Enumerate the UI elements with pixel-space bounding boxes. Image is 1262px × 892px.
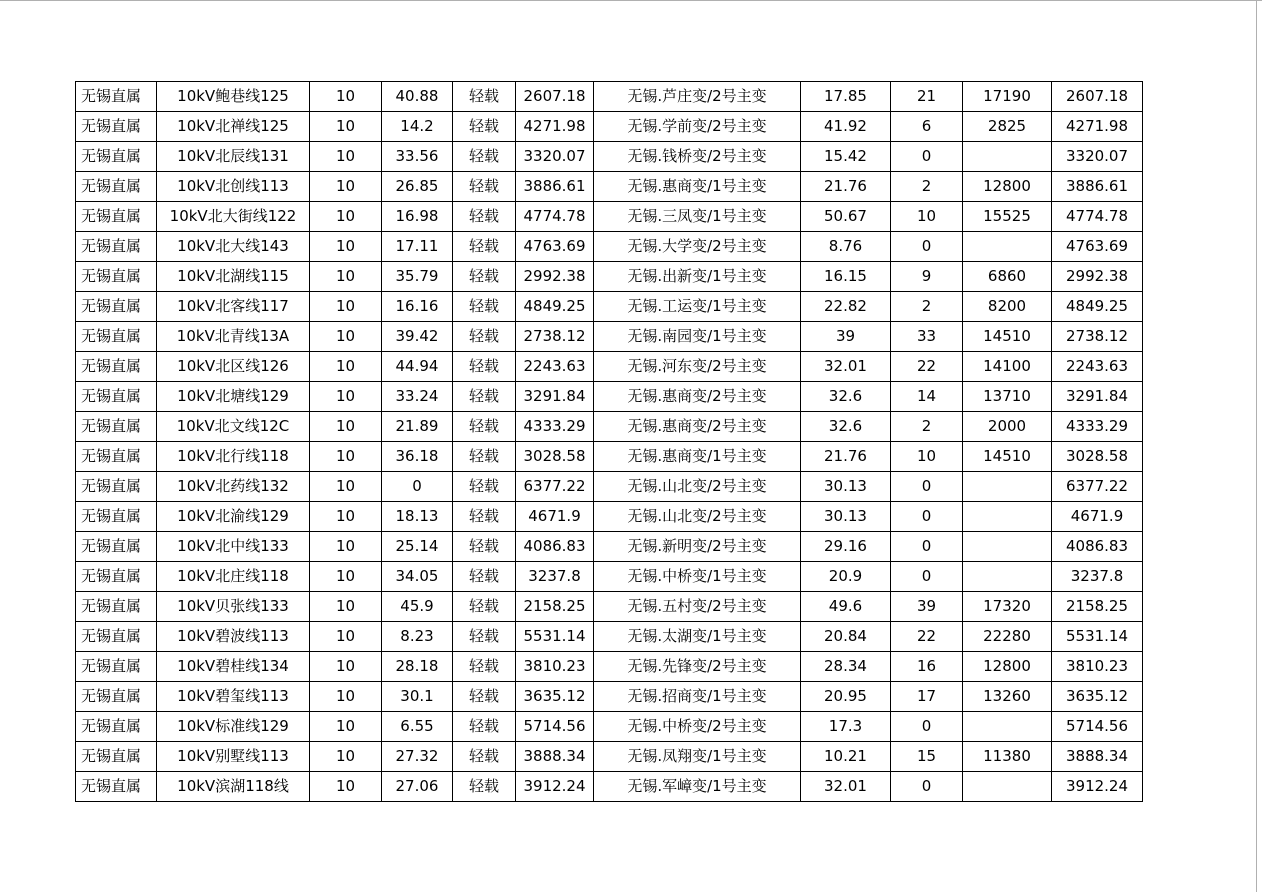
- transformer-rate-cell: 41.92: [801, 112, 891, 142]
- voltage-cell: 10: [310, 652, 382, 682]
- load-rate-cell: 14.2: [382, 112, 453, 142]
- status-cell: 轻载: [453, 262, 516, 292]
- area-cell: 无锡直属: [76, 172, 157, 202]
- area-cell: 无锡直属: [76, 652, 157, 682]
- transformer-cell: 无锡.大学变/2号主变: [594, 232, 801, 262]
- line-name-cell: 10kV北渝线129: [157, 502, 310, 532]
- voltage-cell: 10: [310, 592, 382, 622]
- transformer-cell: 无锡.惠商变/1号主变: [594, 442, 801, 472]
- voltage-cell: 10: [310, 742, 382, 772]
- area-cell: 无锡直属: [76, 202, 157, 232]
- load-rate-cell: 16.16: [382, 292, 453, 322]
- area-cell: 无锡直属: [76, 472, 157, 502]
- status-cell: 轻载: [453, 382, 516, 412]
- margin-cell: 3810.23: [516, 652, 594, 682]
- area-cell: 无锡直属: [76, 292, 157, 322]
- line-name-cell: 10kV北客线117: [157, 292, 310, 322]
- voltage-cell: 10: [310, 772, 382, 802]
- table-row: [76, 562, 1143, 592]
- capacity-cell: 2000: [963, 412, 1052, 442]
- voltage-cell: 10: [310, 172, 382, 202]
- area-cell: 无锡直属: [76, 562, 157, 592]
- load-rate-cell: 33.24: [382, 382, 453, 412]
- area-cell: 无锡直属: [76, 382, 157, 412]
- status-cell: 轻载: [453, 292, 516, 322]
- voltage-cell: 10: [310, 412, 382, 442]
- area-cell: 无锡直属: [76, 142, 157, 172]
- capacity-cell: [963, 232, 1052, 262]
- line-name-cell: 10kV北辰线131: [157, 142, 310, 172]
- table-row: [76, 682, 1143, 712]
- line-name-cell: 10kV碧玺线113: [157, 682, 310, 712]
- status-cell: 轻载: [453, 172, 516, 202]
- status-cell: 轻载: [453, 142, 516, 172]
- line-name-cell: 10kV贝张线133: [157, 592, 310, 622]
- load-rate-cell: 28.18: [382, 652, 453, 682]
- table-row: [76, 202, 1143, 232]
- area-cell: 无锡直属: [76, 682, 157, 712]
- table-row: [76, 322, 1143, 352]
- available-cell: 6377.22: [1052, 472, 1143, 502]
- load-rate-cell: 21.89: [382, 412, 453, 442]
- count-cell: 21: [891, 82, 963, 112]
- available-cell: 3237.8: [1052, 562, 1143, 592]
- line-name-cell: 10kV北创线113: [157, 172, 310, 202]
- margin-cell: 3320.07: [516, 142, 594, 172]
- transformer-rate-cell: 15.42: [801, 142, 891, 172]
- voltage-cell: 10: [310, 622, 382, 652]
- margin-cell: 4774.78: [516, 202, 594, 232]
- load-rate-cell: 35.79: [382, 262, 453, 292]
- available-cell: 4086.83: [1052, 532, 1143, 562]
- load-rate-cell: 26.85: [382, 172, 453, 202]
- load-rate-cell: 45.9: [382, 592, 453, 622]
- available-cell: 2607.18: [1052, 82, 1143, 112]
- voltage-cell: 10: [310, 562, 382, 592]
- status-cell: 轻载: [453, 502, 516, 532]
- capacity-cell: 8200: [963, 292, 1052, 322]
- capacity-cell: 15525: [963, 202, 1052, 232]
- available-cell: 5714.56: [1052, 712, 1143, 742]
- voltage-cell: 10: [310, 262, 382, 292]
- table-row: [76, 472, 1143, 502]
- table-row: [76, 532, 1143, 562]
- available-cell: 2738.12: [1052, 322, 1143, 352]
- margin-cell: 6377.22: [516, 472, 594, 502]
- transformer-cell: 无锡.五村变/2号主变: [594, 592, 801, 622]
- load-rate-cell: 36.18: [382, 442, 453, 472]
- transformer-cell: 无锡.凤翔变/1号主变: [594, 742, 801, 772]
- transformer-rate-cell: 29.16: [801, 532, 891, 562]
- line-name-cell: 10kV别墅线113: [157, 742, 310, 772]
- transformer-rate-cell: 28.34: [801, 652, 891, 682]
- table-row: [76, 292, 1143, 322]
- margin-cell: 2243.63: [516, 352, 594, 382]
- capacity-cell: 14510: [963, 442, 1052, 472]
- transformer-rate-cell: 10.21: [801, 742, 891, 772]
- load-rate-cell: 16.98: [382, 202, 453, 232]
- load-rate-cell: 6.55: [382, 712, 453, 742]
- capacity-cell: 22280: [963, 622, 1052, 652]
- available-cell: 3291.84: [1052, 382, 1143, 412]
- count-cell: 0: [891, 502, 963, 532]
- load-rate-cell: 8.23: [382, 622, 453, 652]
- area-cell: 无锡直属: [76, 592, 157, 622]
- capacity-cell: [963, 142, 1052, 172]
- capacity-cell: 17320: [963, 592, 1052, 622]
- transformer-rate-cell: 16.15: [801, 262, 891, 292]
- margin-cell: 2992.38: [516, 262, 594, 292]
- table-row: [76, 262, 1143, 292]
- count-cell: 39: [891, 592, 963, 622]
- transformer-rate-cell: 32.6: [801, 412, 891, 442]
- feeder-load-table: [75, 81, 1143, 802]
- transformer-cell: 无锡.工运变/1号主变: [594, 292, 801, 322]
- status-cell: 轻载: [453, 682, 516, 712]
- table-row: [76, 772, 1143, 802]
- margin-cell: 4271.98: [516, 112, 594, 142]
- transformer-cell: 无锡.惠商变/2号主变: [594, 412, 801, 442]
- voltage-cell: 10: [310, 682, 382, 712]
- count-cell: 10: [891, 442, 963, 472]
- transformer-cell: 无锡.钱桥变/2号主变: [594, 142, 801, 172]
- status-cell: 轻载: [453, 772, 516, 802]
- line-name-cell: 10kV碧桂线134: [157, 652, 310, 682]
- load-rate-cell: 18.13: [382, 502, 453, 532]
- status-cell: 轻载: [453, 712, 516, 742]
- available-cell: 4774.78: [1052, 202, 1143, 232]
- capacity-cell: 11380: [963, 742, 1052, 772]
- available-cell: 3635.12: [1052, 682, 1143, 712]
- capacity-cell: 14510: [963, 322, 1052, 352]
- load-rate-cell: 17.11: [382, 232, 453, 262]
- capacity-cell: 2825: [963, 112, 1052, 142]
- capacity-cell: [963, 472, 1052, 502]
- voltage-cell: 10: [310, 352, 382, 382]
- table-row: [76, 742, 1143, 772]
- capacity-cell: [963, 712, 1052, 742]
- capacity-cell: [963, 532, 1052, 562]
- margin-cell: 3888.34: [516, 742, 594, 772]
- page-right-border: [1256, 0, 1257, 892]
- margin-cell: 4671.9: [516, 502, 594, 532]
- count-cell: 0: [891, 712, 963, 742]
- line-name-cell: 10kV北行线118: [157, 442, 310, 472]
- count-cell: 17: [891, 682, 963, 712]
- available-cell: 2992.38: [1052, 262, 1143, 292]
- voltage-cell: 10: [310, 442, 382, 472]
- line-name-cell: 10kV北大线143: [157, 232, 310, 262]
- capacity-cell: 14100: [963, 352, 1052, 382]
- voltage-cell: 10: [310, 112, 382, 142]
- area-cell: 无锡直属: [76, 232, 157, 262]
- table-row: [76, 502, 1143, 532]
- line-name-cell: 10kV标准线129: [157, 712, 310, 742]
- voltage-cell: 10: [310, 232, 382, 262]
- transformer-cell: 无锡.先锋变/2号主变: [594, 652, 801, 682]
- available-cell: 5531.14: [1052, 622, 1143, 652]
- load-rate-cell: 27.32: [382, 742, 453, 772]
- count-cell: 33: [891, 322, 963, 352]
- voltage-cell: 10: [310, 472, 382, 502]
- status-cell: 轻载: [453, 562, 516, 592]
- transformer-cell: 无锡.南园变/1号主变: [594, 322, 801, 352]
- transformer-cell: 无锡.中桥变/2号主变: [594, 712, 801, 742]
- area-cell: 无锡直属: [76, 742, 157, 772]
- count-cell: 15: [891, 742, 963, 772]
- available-cell: 4763.69: [1052, 232, 1143, 262]
- margin-cell: 3635.12: [516, 682, 594, 712]
- margin-cell: 3912.24: [516, 772, 594, 802]
- voltage-cell: 10: [310, 292, 382, 322]
- capacity-cell: 12800: [963, 172, 1052, 202]
- table-row: [76, 652, 1143, 682]
- line-name-cell: 10kV北禅线125: [157, 112, 310, 142]
- table-row: [76, 82, 1143, 112]
- status-cell: 轻载: [453, 412, 516, 442]
- status-cell: 轻载: [453, 622, 516, 652]
- line-name-cell: 10kV碧波线113: [157, 622, 310, 652]
- transformer-rate-cell: 30.13: [801, 472, 891, 502]
- transformer-rate-cell: 49.6: [801, 592, 891, 622]
- area-cell: 无锡直属: [76, 82, 157, 112]
- status-cell: 轻载: [453, 352, 516, 382]
- count-cell: 10: [891, 202, 963, 232]
- load-rate-cell: 34.05: [382, 562, 453, 592]
- available-cell: 3888.34: [1052, 742, 1143, 772]
- table-row: [76, 442, 1143, 472]
- area-cell: 无锡直属: [76, 352, 157, 382]
- capacity-cell: 13260: [963, 682, 1052, 712]
- count-cell: 2: [891, 292, 963, 322]
- transformer-cell: 无锡.山北变/2号主变: [594, 502, 801, 532]
- area-cell: 无锡直属: [76, 442, 157, 472]
- available-cell: 2243.63: [1052, 352, 1143, 382]
- line-name-cell: 10kV北湖线115: [157, 262, 310, 292]
- transformer-cell: 无锡.三凤变/1号主变: [594, 202, 801, 232]
- count-cell: 0: [891, 772, 963, 802]
- capacity-cell: 17190: [963, 82, 1052, 112]
- margin-cell: 3028.58: [516, 442, 594, 472]
- load-rate-cell: 25.14: [382, 532, 453, 562]
- margin-cell: 3237.8: [516, 562, 594, 592]
- load-rate-cell: 0: [382, 472, 453, 502]
- status-cell: 轻载: [453, 532, 516, 562]
- transformer-cell: 无锡.河东变/2号主变: [594, 352, 801, 382]
- transformer-rate-cell: 39: [801, 322, 891, 352]
- margin-cell: 2158.25: [516, 592, 594, 622]
- available-cell: 3912.24: [1052, 772, 1143, 802]
- margin-cell: 3886.61: [516, 172, 594, 202]
- capacity-cell: 6860: [963, 262, 1052, 292]
- table-row: [76, 352, 1143, 382]
- margin-cell: 4849.25: [516, 292, 594, 322]
- page-top-border: [0, 0, 1262, 1]
- count-cell: 2: [891, 172, 963, 202]
- area-cell: 无锡直属: [76, 502, 157, 532]
- line-name-cell: 10kV北区线126: [157, 352, 310, 382]
- transformer-rate-cell: 17.85: [801, 82, 891, 112]
- voltage-cell: 10: [310, 532, 382, 562]
- status-cell: 轻载: [453, 232, 516, 262]
- line-name-cell: 10kV北塘线129: [157, 382, 310, 412]
- area-cell: 无锡直属: [76, 412, 157, 442]
- count-cell: 6: [891, 112, 963, 142]
- line-name-cell: 10kV北中线133: [157, 532, 310, 562]
- status-cell: 轻载: [453, 82, 516, 112]
- voltage-cell: 10: [310, 712, 382, 742]
- area-cell: 无锡直属: [76, 772, 157, 802]
- count-cell: 22: [891, 352, 963, 382]
- status-cell: 轻载: [453, 742, 516, 772]
- available-cell: 4271.98: [1052, 112, 1143, 142]
- margin-cell: 4763.69: [516, 232, 594, 262]
- margin-cell: 4333.29: [516, 412, 594, 442]
- line-name-cell: 10kV北文线12C: [157, 412, 310, 442]
- transformer-cell: 无锡.中桥变/1号主变: [594, 562, 801, 592]
- load-rate-cell: 27.06: [382, 772, 453, 802]
- transformer-cell: 无锡.山北变/2号主变: [594, 472, 801, 502]
- transformer-cell: 无锡.惠商变/1号主变: [594, 172, 801, 202]
- available-cell: 2158.25: [1052, 592, 1143, 622]
- area-cell: 无锡直属: [76, 262, 157, 292]
- available-cell: 3028.58: [1052, 442, 1143, 472]
- line-name-cell: 10kV滨湖118线: [157, 772, 310, 802]
- capacity-cell: [963, 562, 1052, 592]
- count-cell: 0: [891, 532, 963, 562]
- area-cell: 无锡直属: [76, 622, 157, 652]
- available-cell: 4849.25: [1052, 292, 1143, 322]
- count-cell: 14: [891, 382, 963, 412]
- transformer-rate-cell: 32.6: [801, 382, 891, 412]
- available-cell: 4333.29: [1052, 412, 1143, 442]
- load-rate-cell: 40.88: [382, 82, 453, 112]
- area-cell: 无锡直属: [76, 712, 157, 742]
- transformer-rate-cell: 17.3: [801, 712, 891, 742]
- transformer-cell: 无锡.学前变/2号主变: [594, 112, 801, 142]
- margin-cell: 2607.18: [516, 82, 594, 112]
- margin-cell: 2738.12: [516, 322, 594, 352]
- table-row: [76, 592, 1143, 622]
- transformer-cell: 无锡.惠商变/2号主变: [594, 382, 801, 412]
- load-rate-cell: 30.1: [382, 682, 453, 712]
- transformer-rate-cell: 32.01: [801, 772, 891, 802]
- margin-cell: 5531.14: [516, 622, 594, 652]
- available-cell: 4671.9: [1052, 502, 1143, 532]
- line-name-cell: 10kV北药线132: [157, 472, 310, 502]
- table-row: [76, 172, 1143, 202]
- available-cell: 3810.23: [1052, 652, 1143, 682]
- status-cell: 轻载: [453, 112, 516, 142]
- table-row: [76, 712, 1143, 742]
- line-name-cell: 10kV鲍巷线125: [157, 82, 310, 112]
- transformer-rate-cell: 50.67: [801, 202, 891, 232]
- available-cell: 3886.61: [1052, 172, 1143, 202]
- margin-cell: 3291.84: [516, 382, 594, 412]
- margin-cell: 5714.56: [516, 712, 594, 742]
- status-cell: 轻载: [453, 202, 516, 232]
- transformer-cell: 无锡.招商变/1号主变: [594, 682, 801, 712]
- line-name-cell: 10kV北庄线118: [157, 562, 310, 592]
- transformer-rate-cell: 32.01: [801, 352, 891, 382]
- load-rate-cell: 39.42: [382, 322, 453, 352]
- transformer-cell: 无锡.芦庄变/2号主变: [594, 82, 801, 112]
- table-row: [76, 382, 1143, 412]
- voltage-cell: 10: [310, 502, 382, 532]
- count-cell: 0: [891, 142, 963, 172]
- count-cell: 0: [891, 472, 963, 502]
- count-cell: 9: [891, 262, 963, 292]
- transformer-rate-cell: 30.13: [801, 502, 891, 532]
- capacity-cell: 13710: [963, 382, 1052, 412]
- voltage-cell: 10: [310, 382, 382, 412]
- load-rate-cell: 33.56: [382, 142, 453, 172]
- count-cell: 2: [891, 412, 963, 442]
- status-cell: 轻载: [453, 592, 516, 622]
- status-cell: 轻载: [453, 322, 516, 352]
- voltage-cell: 10: [310, 202, 382, 232]
- area-cell: 无锡直属: [76, 112, 157, 142]
- count-cell: 16: [891, 652, 963, 682]
- transformer-rate-cell: 20.9: [801, 562, 891, 592]
- table-row: [76, 622, 1143, 652]
- transformer-rate-cell: 8.76: [801, 232, 891, 262]
- transformer-cell: 无锡.军嶂变/1号主变: [594, 772, 801, 802]
- table-row: [76, 112, 1143, 142]
- transformer-cell: 无锡.太湖变/1号主变: [594, 622, 801, 652]
- voltage-cell: 10: [310, 322, 382, 352]
- transformer-cell: 无锡.出新变/1号主变: [594, 262, 801, 292]
- capacity-cell: 12800: [963, 652, 1052, 682]
- capacity-cell: [963, 772, 1052, 802]
- line-name-cell: 10kV北青线13A: [157, 322, 310, 352]
- status-cell: 轻载: [453, 442, 516, 472]
- voltage-cell: 10: [310, 142, 382, 172]
- available-cell: 3320.07: [1052, 142, 1143, 172]
- area-cell: 无锡直属: [76, 322, 157, 352]
- transformer-rate-cell: 20.84: [801, 622, 891, 652]
- status-cell: 轻载: [453, 652, 516, 682]
- table-row: [76, 142, 1143, 172]
- margin-cell: 4086.83: [516, 532, 594, 562]
- transformer-cell: 无锡.新明变/2号主变: [594, 532, 801, 562]
- transformer-rate-cell: 22.82: [801, 292, 891, 322]
- status-cell: 轻载: [453, 472, 516, 502]
- area-cell: 无锡直属: [76, 532, 157, 562]
- voltage-cell: 10: [310, 82, 382, 112]
- table-row: [76, 232, 1143, 262]
- count-cell: 0: [891, 232, 963, 262]
- load-rate-cell: 44.94: [382, 352, 453, 382]
- transformer-rate-cell: 21.76: [801, 442, 891, 472]
- transformer-rate-cell: 21.76: [801, 172, 891, 202]
- count-cell: 0: [891, 562, 963, 592]
- table-row: [76, 412, 1143, 442]
- capacity-cell: [963, 502, 1052, 532]
- line-name-cell: 10kV北大街线122: [157, 202, 310, 232]
- count-cell: 22: [891, 622, 963, 652]
- transformer-rate-cell: 20.95: [801, 682, 891, 712]
- table-body: [76, 82, 1143, 802]
